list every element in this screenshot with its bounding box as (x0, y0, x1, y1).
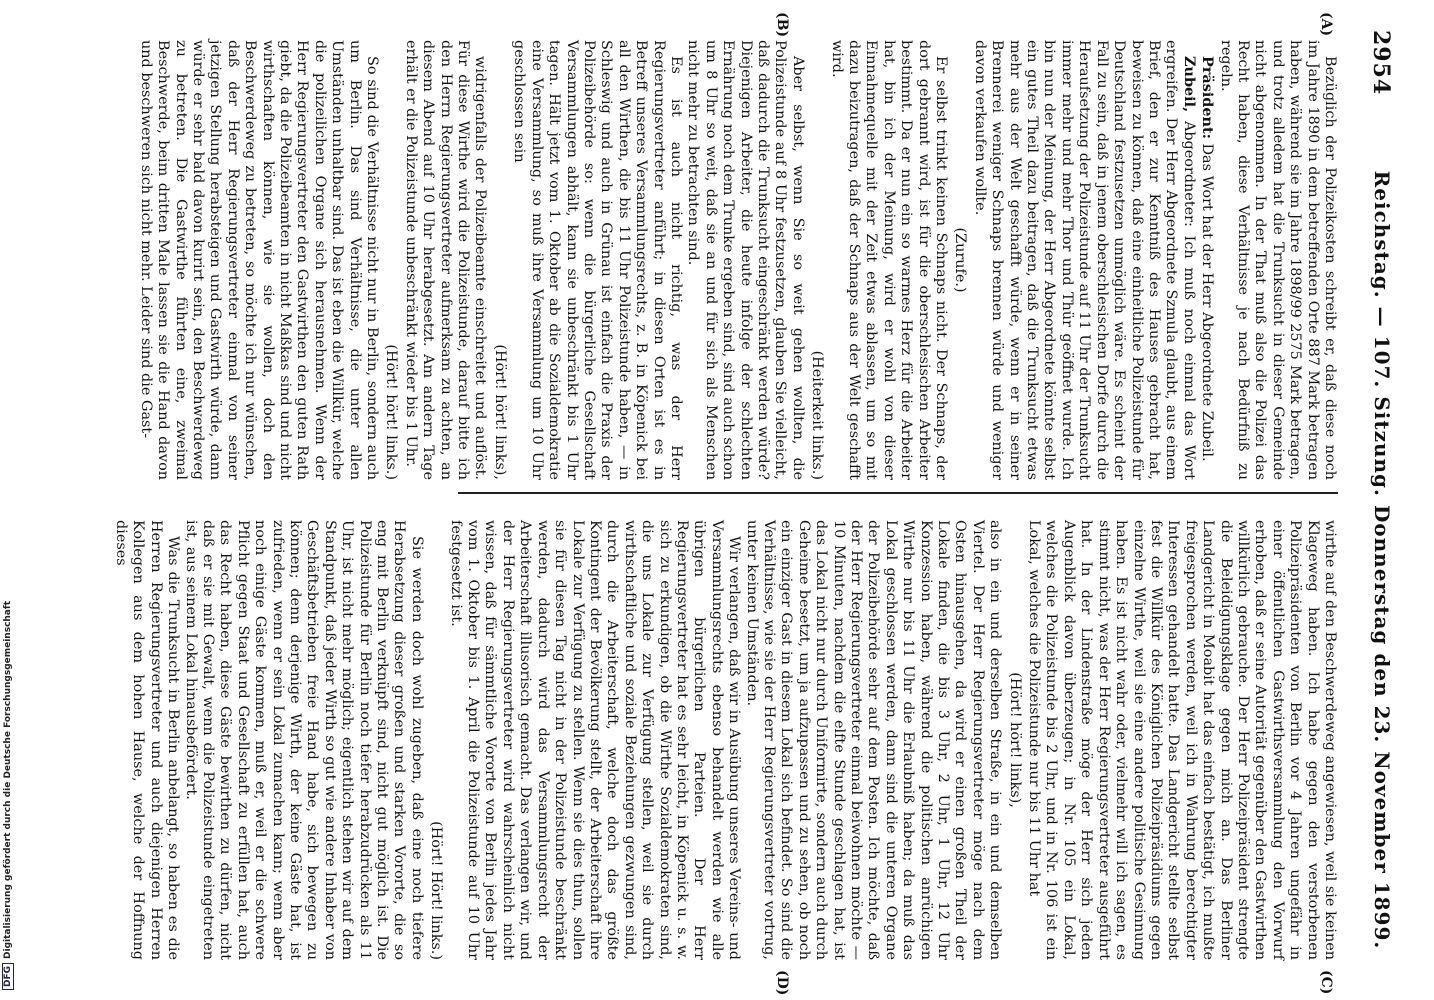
paragraph: also in ein und derselben Straße, in ein und demselben Viertel. Der Herr Regierungsvertreter möge nach dem Osten hinausgehen, da wird er einen großen Theil der Lokale finden, die bis 3 Uhr, 2 Uhr, 1 Uhr, 12 Uhr Konzession haben, während die politischen anrüchigen Wirthe nur bis 11 Uhr die Erlaubniß haben; da muß das Lokal geschlossen werden, dann sind die unteren Organe der Polizeibehörde sehr auf dem Posten. Ich möchte, daß der Herr Regierungsvertreter einmal beiwohnen möchte — 10 Minuten, nachdem die elfte Stunde geschlagen hat, ist das Lokal nicht nur durch Uniformirte, sondern auch durch Geheime besetzt, um ja aufzupassen und zu sehen, ob noch ein einziger Gast in diesem Lokal sich befindet. So sind die Verhältnisse, wie sie der Herr Regierungsvertreter vortrug, unter keinen Umständen. (743, 520, 1004, 960)
dfg-logo: DFG (2, 963, 14, 990)
column-divider (458, 492, 1338, 494)
paragraph: Bezüglich der Polizeikosten schreibt er, daß diese noch im Jahre 1890 in dem betreffenden Orte 887 Mark betragen haben, während sie im Jahre 1898/99 2575 Mark betragen, und trotz alledem hat die Trunksucht in dieser Gemeinde nicht abgenommen. In der That muß also die Polizei das Recht haben, diese Verhältnisse je nach Bedürfniß zu regeln. (1217, 40, 1338, 480)
interjection: (Zurufe.) (952, 227, 969, 293)
paragraph: widrigenfalls der Polizeibeamte einschreitet und auflöst. Für diese Wirthe wird die Polizeistunde, darauf bitte ich den Herrn Regierungsvertreter aufmerksam zu achten, an diesem Abend auf 10 Uhr herabgesetzt. Am andern Tage erhält er die Polizeistunde unbeschränkt wieder bis 1 Uhr. (402, 40, 489, 480)
speaker-label: Zubeil, (1180, 56, 1198, 113)
margin-marker-d: (D) (774, 970, 790, 996)
paragraph: Präsident: Das Wort hat der Herr Abgeordnete Zubeil. (1199, 56, 1217, 462)
paragraph: wirthe auf den Beschwerdeweg angewiesen, weil sie keinen Klageweg haben. Ich habe gegen den verstorbenen Polizeipräsidenten von Berlin vor 4 Jahren ungefähr in einer öffentlichen Gastwirthsversammlung den Vorwurf erhoben, daß er seine Autorität gegenüber den Gastwirthen willkürlich gebrauche. Der Herr Polizeipräsident strengte die Beleidigungsklage gegen mich an. Das Berliner Landgericht in Moabit hat das einfach bestätigt, ich mußte freigesprochen werden, weil ich in Wahrung berechtigter Interessen gehandelt hatte. Das Landgericht stellte selbst fest die Willkür des Königlichen Polizeipräsidiums gegen einzelne Wirthe, weil sie eine andere politische Gesinnung haben. Es ist nicht wahr oder, vielmehr will ich sagen, es stimmt nicht, was der Herr Regierungsvertreter ausgeführt hat. In der Lindenstraße möge der Herr sich jeden Augenblick davon überzeugen; in Nr. 105 ein Lokal, welches die Polizeistunde bis 2 Uhr, und in Nr. 106 ist ein Lokal, welches die Polizeistunde nur bis 11 Uhr hat (1026, 520, 1338, 960)
speaker-label: Präsident: (1199, 56, 1217, 139)
margin-marker-c: (C) (1318, 970, 1334, 995)
paragraph: Er selbst trinkt keinen Schnaps nicht. Der Schnaps, der dort gebrannt wird, ist für die oberschlesischen Arbeiter bestimmt. Da er nun ein so warmes Herz für die Arbeiter hat, bin ich der Meinung, wird er wohl von dieser Einnahmequelle mit der Zeit etwas ablassen, um so mit dazu beizutragen, daß der Schnaps aus der Welt geschafft wird. (828, 40, 950, 480)
running-title: Reichstag. — 107. Sitzung. Donnerstag den 23. November 1899. (1370, 170, 1394, 950)
margin-marker-b: (B) (774, 12, 790, 38)
interjection: (Heiterkeit links.) (809, 350, 826, 480)
paragraph: So sind die Verhältnisse nicht nur in Berlin, sondern auch um Berlin. Das sind Verhältnisse, die unter allen Umständen unhaltbar sind. Das ist eben die Willkür, welche die polizeilichen Organe sich herausnehmen. Wenn der Herr Regierungsvertreter den Gastwirthen den guten Rath giebt, da die Polizeibeamten in nicht Maßkas sind und nicht wirthschaften können, wie sie wollen, doch den Beschwerdeweg zu betreten, so möchte ich nur wünschen, daß der Herr Regierungsvertreter einmal von seiner jetzigen Stellung herabsteigen und Gastwirth würde, dann würde er sehr bald davon kurirt sein, den Beschwerdeweg zu betreten. Die Gastwirthe führten eine, zweimal Beschwerde, beim dritten Male lassen sie die Hand davon und beschweren sich nicht mehr. Leider sind die Gast- (137, 40, 381, 480)
paragraph: Was die Trunksucht in Berlin anbelangt, so haben es die Herren Regierungsvertreter und auch diejenigen Herren Kollegen aus dem hohen Hause, welche der Hoffnung dieses (112, 520, 182, 960)
paragraph: Es ist auch nicht richtig, was der Herr Regierungsvertreter anführt; in diesen Orten ist es in Betreff unseres Versammlungsrechts, z. B. in Köpenick bei all den Wirthen, die bis 11 Uhr Polizeistunde haben, — in Schleswig und auch in Grünau ist einfach die Praxis der Polizeibehörde so: wenn die bürgerliche Gesellschaft Versammlungen abhält, kann sie unbeschränkt bis 1 Uhr tagen. Hält jetzt vom 1. Oktober ab die Sozialdemokratie eine Versammlung, so muß ihre Versammlung um 10 Uhr geschlossen sein (511, 40, 684, 480)
interjection: (Hört! hört! links), (491, 344, 508, 480)
margin-marker-a: (A) (1318, 12, 1334, 37)
interjection: (Hört! hört! links.) (383, 344, 400, 480)
page-number: 2954 (1368, 30, 1394, 96)
left-column (137, 40, 1338, 480)
digitization-credit (2, 601, 14, 990)
paragraph: Zubeil, Abgeordneter: Ich muß noch einmal das Wort ergreifen. Der Herr Abgeordnete Szmula glaubt, aus einem Brief, den er zur Kenntniß des Hauses gebracht hat, beweisen zu können, daß eine einheitliche Polizeistunde für Deutschland festzusetzen unmöglich wäre. Es scheint der Fall zu sein, daß in jenem oberschlesischen Dorfe durch die Heraufsetzung der Polizeistunde auf 11 Uhr der Trunksucht immer mehr und mehr Thor und Thür geöffnet wurde. Ich bin nun der Meinung, der Herr Abgeordnete könnte selbst ein gutes Theil dazu beitragen, daß die Trunksucht etwas mehr aus der Welt geschafft würde, wenn er in seiner Brennerei weniger Schnaps brennen würde und weniger davon verkaufen wollte. (971, 40, 1198, 480)
paragraph: Aber selbst, wenn Sie so weit gehen wollten, die Polizeistunde auf 8 Uhr festzusetzen, glauben Sie vielleicht, daß dadurch die Trunksucht eingeschränkt werden würde? Diejenigen Arbeiter, die heute infolge der schlechten Ernährung noch dem Trunke ergeben sind, sind auch schon um 8 Uhr so weit, daß sie an und für sich als Menschen nicht mehr zu betrachten sind. (685, 40, 806, 480)
paragraph: Wir verlangen, daß wir in Ausübung unseres Vereins- und Versammlungsrechts ebenso behandelt werden wie alle übrigen bürgerlichen Parteien. Der Herr Regierungsvertreter hat es sehr leicht, in Köpenick u. s. w. sich zu erkundigen, ob die Wirthe Sozialdemokraten sind, die uns Lokale zur Verfügung stellen, weil sie durch wirthschaftliche und soziale Beziehungen gezwungen sind, durch die Arbeiterschaft, welche doch das größte Kontingent der Bevölkerung stellt, der Arbeiterschaft ihre Lokale zur Verfügung zu stellen. Wenn sie dies thun, sollen sie für diesen Tag nicht in der Polizeistunde beschränkt werden, dadurch wird das Versammlungsrecht der Arbeiterschaft illusorisch gemacht. Das verlangen wir, und der Herr Regierungsvertreter wird wahrscheinlich nicht wissen, daß für sämmtliche Vororte von Berlin jedes Jahr vom 1. Oktober bis 1. April die Polizeistunde auf 10 Uhr festgesetzt ist. (447, 520, 743, 960)
interjection: (Hört! Hört! links.) (428, 821, 445, 960)
right-column (112, 520, 1338, 960)
paragraph: Sie werden doch wohl zugeben, daß eine noch tiefere Herabsetzung dieser großen und starken Vororte, die so eng mit Berlin verknüpft sind, nicht gut möglich ist. Die Polizeistunde für Berlin noch tiefer herabzudrücken als 11 Uhr, ist nicht mehr möglich; eigentlich stehen wir auf dem Standpunkt, daß jeder Wirth so gut wie andere Inhaber von Geschäftsbetrieben freie Hand habe, sich bewegen zu können; denn derjenige Wirth, der keine Gäste hat, ist zufrieden, wenn er sein Lokal zumachen kann; wenn aber noch einige Gäste kommen, muß er, weil er die schwere Pflicht gegen Staat und Gesellschaft zu erfüllen hat, auch das Recht haben, diese Gäste bewirthen zu dürfen, nicht daß er sie mit Gewalt, wenn die Polizeistunde eingetreten ist, aus seinem Lokal hinausbefördert. (182, 520, 425, 960)
credit-text: Digitalisierung gefördert durch die Deutsche Forschungsgemeinschaft (3, 600, 13, 959)
interjection: (Hört! hört! links), (1006, 672, 1023, 808)
page-header (1362, 30, 1398, 970)
